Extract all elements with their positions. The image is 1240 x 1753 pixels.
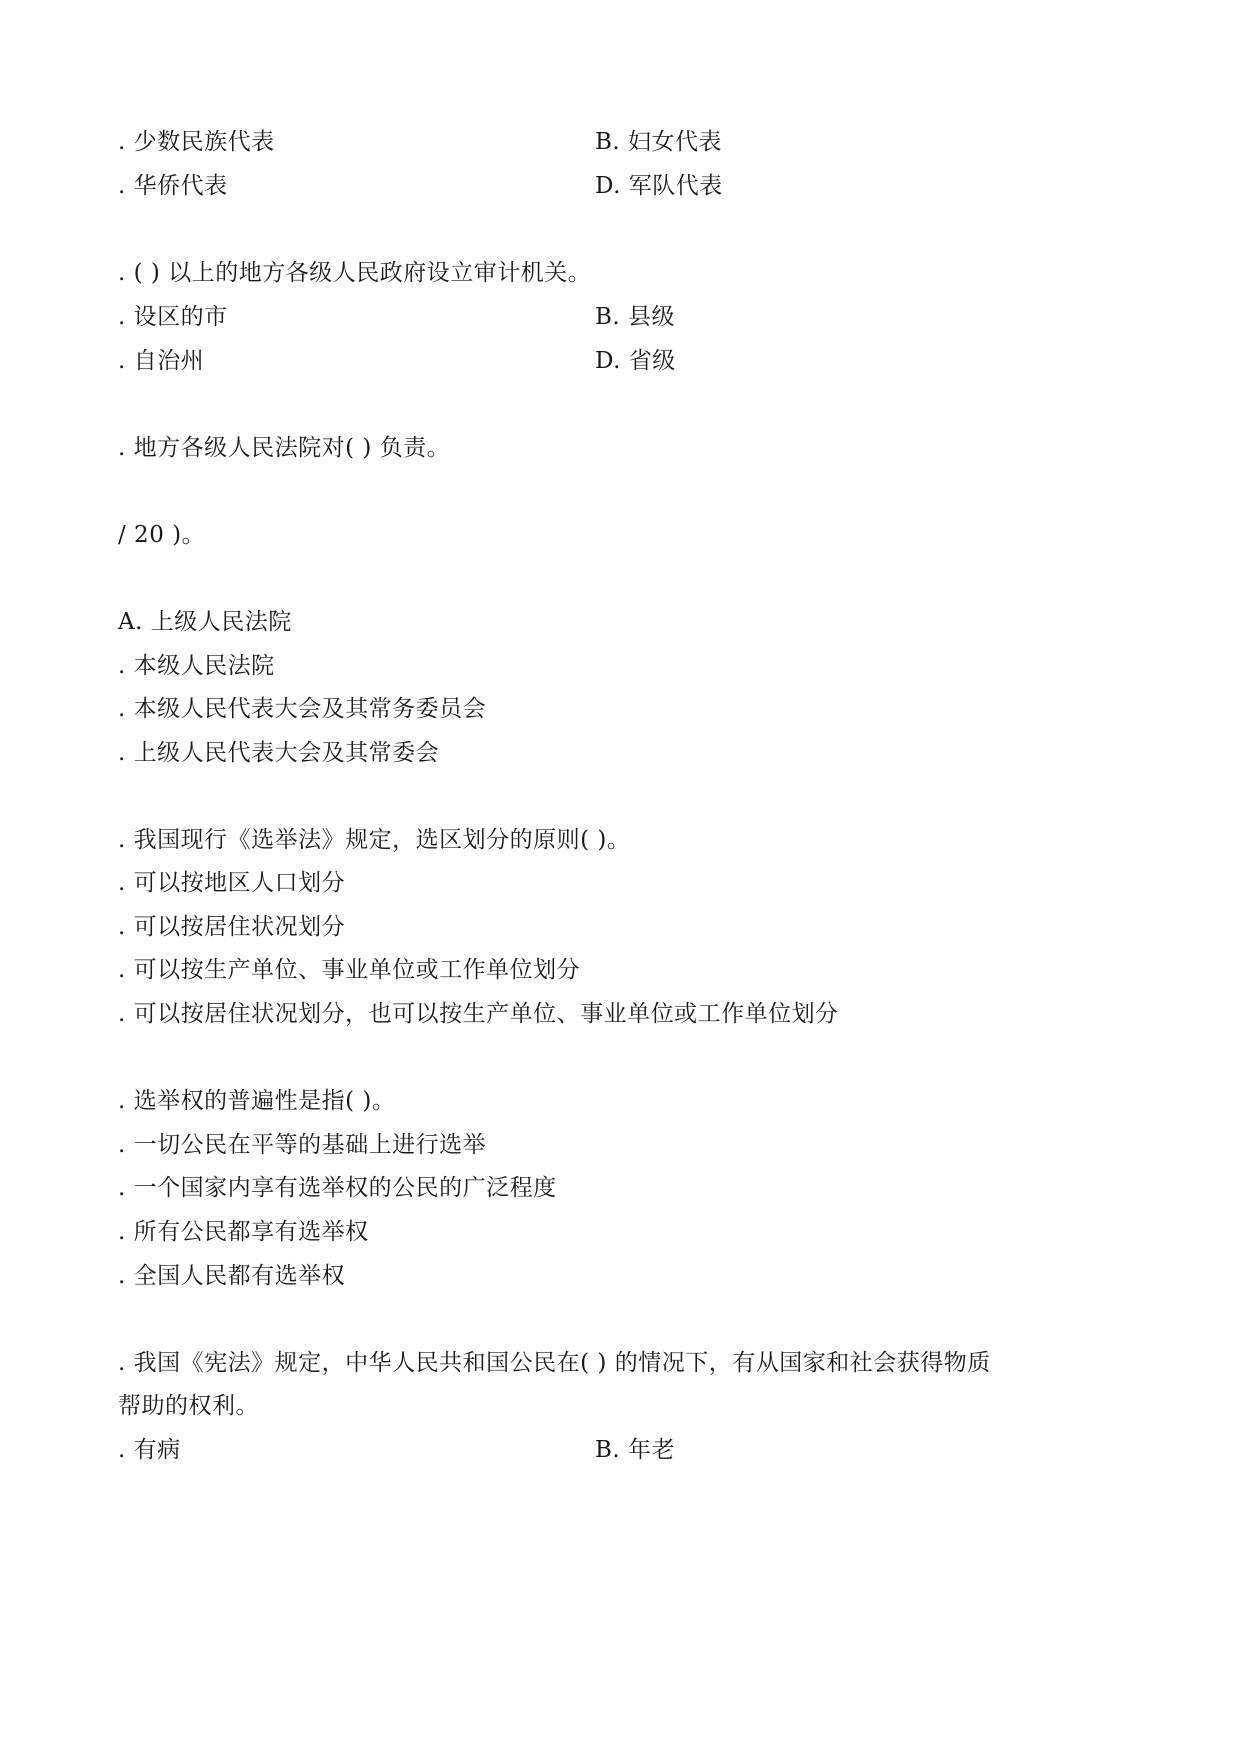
q6-stem-line-2: 帮助的权利。: [118, 1393, 259, 1419]
q5-option-d: . 全国人民都有选举权: [118, 1263, 346, 1289]
q6-stem-line-1: . 我国《宪法》规定，中华人民共和国公民在( ) 的情况下，有从国家和社会获得物质: [118, 1350, 991, 1376]
q3-option-c: . 本级人民代表大会及其常务委员会: [118, 696, 487, 722]
q4-option-d: . 可以按居住状况划分，也可以按生产单位、事业单位或工作单位划分: [118, 1001, 839, 1027]
q2-option-b: B. 县级: [595, 304, 676, 330]
page-marker: / 20 )。: [118, 522, 206, 548]
q6-option-a: . 有病: [118, 1437, 181, 1463]
q5-option-b: . 一个国家内享有选举权的公民的广泛程度: [118, 1175, 557, 1201]
q3-option-a: A. 上级人民法院: [118, 609, 292, 635]
q3-stem: . 地方各级人民法院对( ) 负责。: [118, 435, 451, 461]
q1-option-d: D. 军队代表: [595, 173, 723, 199]
q1-option-c: . 华侨代表: [118, 173, 228, 199]
q4-option-a: . 可以按地区人口划分: [118, 870, 346, 896]
q5-option-c: . 所有公民都享有选举权: [118, 1219, 369, 1245]
q4-option-c: . 可以按生产单位、事业单位或工作单位划分: [118, 957, 581, 983]
q3-option-d: . 上级人民代表大会及其常委会: [118, 740, 440, 766]
q2-option-a: . 设区的市: [118, 304, 228, 330]
q2-option-d: D. 省级: [595, 348, 676, 374]
q2-option-c: . 自治州: [118, 348, 205, 374]
q5-option-a: . 一切公民在平等的基础上进行选举: [118, 1132, 487, 1158]
q4-stem: . 我国现行《选举法》规定，选区划分的原则( )。: [118, 827, 631, 853]
q1-option-a: . 少数民族代表: [118, 129, 275, 155]
q6-option-b: B. 年老: [595, 1437, 676, 1463]
q1-option-b: B. 妇女代表: [595, 129, 723, 155]
q4-option-b: . 可以按居住状况划分: [118, 914, 346, 940]
q5-stem: . 选举权的普遍性是指( )。: [118, 1088, 396, 1114]
q2-stem: . ( ) 以上的地方各级人民政府设立审计机关。: [118, 260, 592, 286]
q3-option-b: . 本级人民法院: [118, 653, 275, 679]
